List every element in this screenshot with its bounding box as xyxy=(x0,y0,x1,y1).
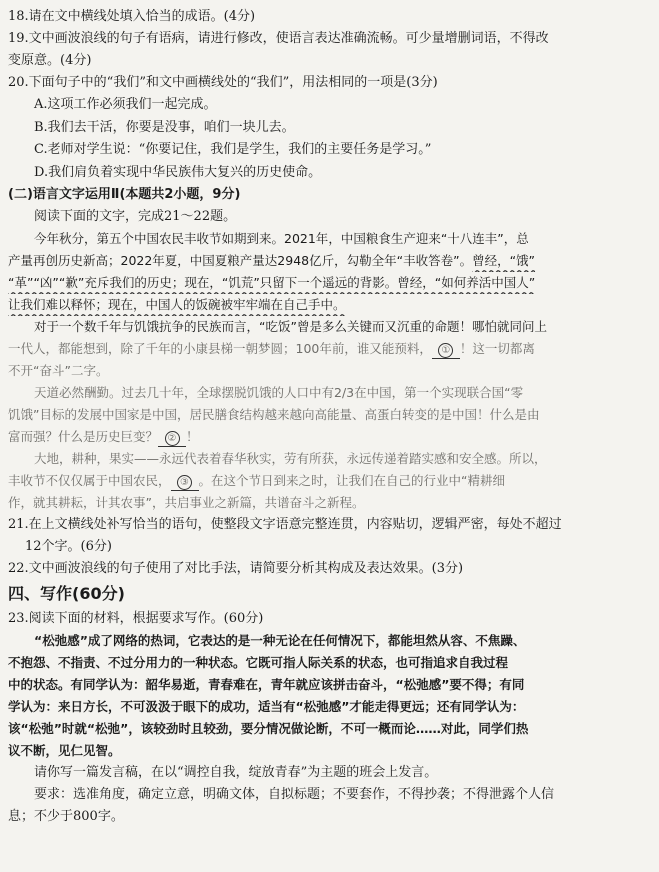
wavy-underlined-sentence: 曾经，“饿” xyxy=(472,253,536,268)
material-line: 不抱怨、不指责、不过分用力的一种状态。它既可指人际关系的状态，也可指追求自我过程 xyxy=(8,655,509,670)
passage-line xyxy=(8,426,645,448)
wavy-underlined-sentence: “革”“凶”“歉”充斥我们的历史；现在，“饥荒”只留下一个遥远的背影。曾经，“如何养活中国人” xyxy=(8,275,536,290)
material-line: 该“松弛”时就“松弛”，该较劲时且较劲，要分情况做论断，不可一概而论……对此，同学们热 xyxy=(8,721,529,736)
question-19-line-2: 变原意。(4分) xyxy=(8,53,92,68)
question-20-stem: 20.下面句子中的“我们”和文中画横线处的“我们”，用法相同的一项是(3分) xyxy=(8,75,438,90)
passage-text: 富而强？什么是历史巨变？ xyxy=(8,429,159,444)
passage-line xyxy=(8,250,645,272)
passage-line: 不开“奋斗”二字。 xyxy=(8,363,109,378)
blank-number-3: ③ xyxy=(177,475,192,490)
blank-number-1: ① xyxy=(438,343,453,358)
blank-3 xyxy=(171,474,199,491)
passage-line xyxy=(8,272,645,294)
writing-requirements-line-1: 要求：选准角度，确定立意，明确文体，自拟标题；不要套作，不得抄袭；不得泄露个人信 xyxy=(34,787,555,802)
passage-paragraph-1 xyxy=(8,228,645,316)
passage-text: ！这一切都离 xyxy=(459,341,535,356)
passage-text: 产量再创历史新高；2022年夏，中国夏粮产量达2948亿斤，勾勒全年“丰收答卷”。 xyxy=(8,253,473,268)
passage-text: 丰收节不仅仅属于中国农民， xyxy=(8,473,171,488)
question-20-option-a: A.这项工作必须我们一起完成。 xyxy=(34,97,217,112)
question-23: 23.阅读下面的材料，根据要求写作。(60分) xyxy=(8,611,264,626)
blank-1 xyxy=(432,342,460,359)
passage-text: 。在这个节日到来之时，让我们在自己的行业中“精耕细 xyxy=(198,473,505,488)
passage-paragraph-4 xyxy=(8,448,645,514)
passage-text: ！ xyxy=(186,429,199,444)
material-line: “松弛感”成了网络的热词，它表达的是一种无论在任何情况下，都能坦然从容、不焦躁、 xyxy=(34,633,526,648)
wavy-underlined-sentence: 让我们难以释怀；现在，中国人的饭碗被牢牢端在自己手中。 xyxy=(8,297,346,312)
question-22: 22.文中画波浪线的句子使用了对比手法，请简要分析其构成及表达效果。(3分) xyxy=(8,561,464,576)
blank-2 xyxy=(158,430,186,447)
material-line: 中的状态。有同学认为：韶华易逝，青春难在，青年就应该拼击奋斗，“松弛感”要不得；有同 xyxy=(8,677,525,692)
question-19-line-1: 19.文中画波浪线的句子有语病，请进行修改，使语言表达准确流畅。可少量增删词语，不得改 xyxy=(8,31,549,46)
writing-requirements-line-2: 息；不少于800字。 xyxy=(8,809,124,824)
question-21-line-2: 12个字。(6分) xyxy=(25,539,112,554)
passage-line: 作，就其耕耘，计其农事”，共启事业之新篇，共谱奋斗之新程。 xyxy=(8,495,365,510)
section-2-title: (二)语言文字运用Ⅱ(本题共2小题，9分) xyxy=(8,187,241,202)
passage-line xyxy=(8,470,645,492)
writing-task: 请你写一篇发言稿，在以“调控自我，绽放青春”为主题的班会上发言。 xyxy=(34,765,438,780)
passage-line: 天道必然酬勤。过去几十年，全球摆脱饥饿的人口中有2/3在中国，第一个实现联合国“零 xyxy=(34,385,524,400)
passage-text: 一代人，都能想到，除了千年的小康县梯一朝梦圆；100年前，谁又能预料， xyxy=(8,341,432,356)
question-20-option-b: B.我们去干活，你要是没事，咱们一块儿去。 xyxy=(34,119,295,135)
question-18: 18.请在文中横线处填入恰当的成语。(4分) xyxy=(8,9,256,24)
passage-paragraph-3 xyxy=(8,382,645,448)
passage-line: 饥饿”目标的发展中国家是中国，居民膳食结构越来越向高能量、高蛋白转变的是中国！什么是由 xyxy=(8,407,540,422)
passage-line: 大地，耕种，果实——永远代表着春华秋实，劳有所获，永远传递着踏实感和安全感。所以， xyxy=(34,451,547,466)
question-20-option-d: D.我们肩负着实现中华民族伟大复兴的历史使命。 xyxy=(34,164,322,180)
question-21-line-1: 21.在上文横线处补写恰当的语句，使整段文字语意完整连贯，内容贴切，逻辑严密，每处不超过 xyxy=(8,517,562,532)
passage-paragraph-2 xyxy=(8,316,645,382)
passage-line: 今年秋分，第五个中国农民丰收节如期到来。2021年，中国粮食生产迎来“十八连丰”，总 xyxy=(34,231,529,246)
writing-material xyxy=(8,630,645,762)
passage-line xyxy=(8,338,645,360)
passage-line: 对于一个数千年与饥饿抗争的民族而言，“吃饭”曾是多么关键而又沉重的命题！哪怕就同问上 xyxy=(34,319,547,334)
material-line: 议不断，见仁见智。 xyxy=(8,743,121,758)
passage-line xyxy=(8,294,645,316)
material-line: 学认为：来日方长，不可汲汲于眼下的成功，适当有“松弛感”才能走得更远；还有同学认为： xyxy=(8,699,525,714)
blank-number-2: ② xyxy=(165,431,180,446)
section-4-title: 四、写作(60分) xyxy=(8,584,125,603)
question-20-option-c: C.老师对学生说：“你要记住，我们是学生，我们的主要任务是学习。” xyxy=(34,142,432,157)
section-2-instruction: 阅读下面的文字，完成21～22题。 xyxy=(34,209,237,224)
